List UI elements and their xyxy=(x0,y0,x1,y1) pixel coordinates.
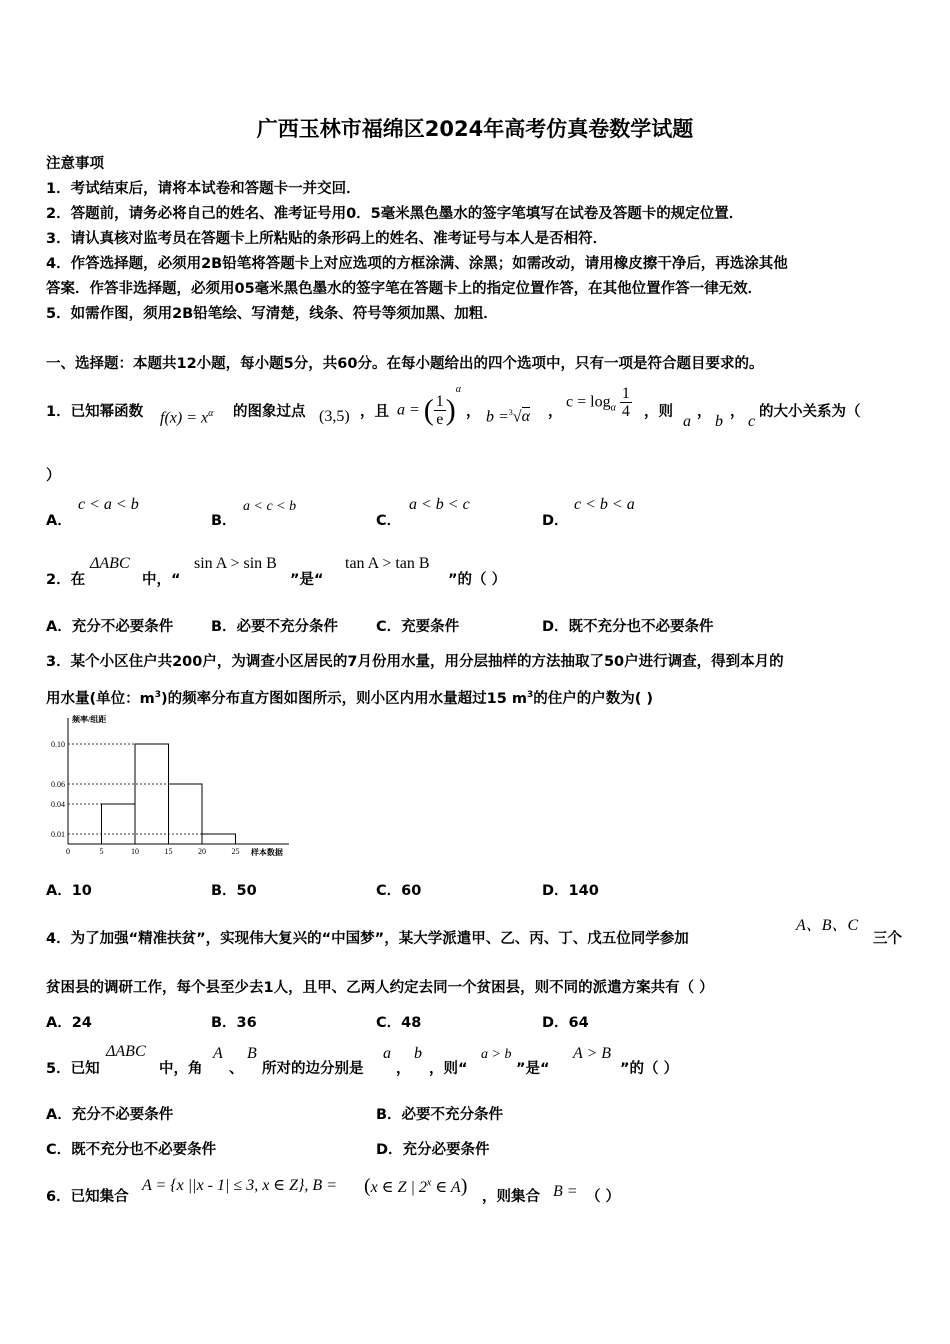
q1-text: ， xyxy=(548,404,563,420)
q1-text: 的大小关系为（ xyxy=(759,404,861,420)
page-title: 广西玉林市福绵区2024年高考仿真卷数学试题 xyxy=(256,117,694,141)
q1-option-b-math: a < c < b xyxy=(243,499,297,514)
q5-text: ”的（ ） xyxy=(620,1061,679,1077)
q5-option-b[interactable]: B．必要不充分条件 xyxy=(376,1107,504,1123)
q1-close-paren: ） xyxy=(46,468,61,484)
notice-item: 5．如需作图，须用2B铅笔绘、写清楚，线条、符号等须加黑、加粗． xyxy=(46,306,498,322)
q4-option-c[interactable]: C．48 xyxy=(376,1015,422,1031)
x-tick-label: 0 xyxy=(66,847,70,856)
q1-point: (3,5) xyxy=(319,408,350,425)
notice-item: 4．作答选择题，必须用2B铅笔将答题卡上对应选项的方框涂满、涂黑；如需改动，请用橡皮擦干净后，再选涂其他 xyxy=(46,256,788,272)
question-5-text: 5．已知 xyxy=(46,1061,100,1077)
q4-option-d[interactable]: D．64 xyxy=(542,1015,589,1031)
q5-option-c[interactable]: C．既不充分也不必要条件 xyxy=(46,1142,217,1158)
x-tick-label: 25 xyxy=(231,847,240,856)
q6-text: ，则集合 xyxy=(482,1189,540,1205)
q1-option-c[interactable]: C． xyxy=(376,513,402,529)
q5-option-a[interactable]: A．充分不必要条件 xyxy=(46,1107,174,1123)
q5-text: 、 xyxy=(229,1061,244,1077)
q1-option-a[interactable]: A． xyxy=(46,513,72,529)
section-heading: 一、选择题：本题共12小题，每小题5分，共60分。在每小题给出的四个选项中，只有一项是符合题目要求的。 xyxy=(46,356,764,372)
q5-triangle: ΔABC xyxy=(106,1043,146,1060)
q4-option-a[interactable]: A．24 xyxy=(46,1015,92,1031)
q1-comma: ， xyxy=(730,404,745,420)
q1-comma: ， xyxy=(697,404,712,420)
q1-option-d[interactable]: D． xyxy=(542,513,569,529)
q2-text: ”是“ xyxy=(290,572,324,588)
q5-text: ， xyxy=(396,1061,411,1077)
y-tick-label: 0.04 xyxy=(51,800,65,809)
q6-b-equals: B = xyxy=(553,1183,578,1200)
q5-side-condition: a > b xyxy=(481,1047,512,1062)
q1-option-d-math: c < b < a xyxy=(574,496,635,513)
q5-text: 所对的边分别是 xyxy=(262,1061,364,1077)
notice-item: 1．考试结束后，请将本试卷和答题卡一并交回． xyxy=(46,181,361,197)
q6-set-b: (x ∈ Z | 2$^x$ ∈ A) xyxy=(364,1175,468,1197)
frequency-histogram xyxy=(40,714,300,866)
y-tick-label: 0.01 xyxy=(51,830,65,839)
q2-option-a[interactable]: A．充分不必要条件 xyxy=(46,619,174,635)
q2-option-b[interactable]: B．必要不充分条件 xyxy=(211,619,339,635)
q1-text: 的图象过点 xyxy=(233,404,306,420)
question-3-text: 3．某个小区住户共200户，为调查小区居民的7月份用水量，用分层抽样的方法抽取了50户进行调查，得到本月的 xyxy=(46,654,784,670)
q2-triangle: ΔABC xyxy=(90,555,130,572)
q5-angle-condition: A > B xyxy=(573,1045,612,1062)
q1-text: ，且 xyxy=(360,404,389,420)
q6-text: （ ） xyxy=(586,1189,621,1205)
q4-text: 三个 xyxy=(873,931,902,947)
q2-sin-condition: sin A > sin B xyxy=(194,555,277,572)
notice-item: 3．请认真核对监考员在答题卡上所粘贴的条形码上的姓名、准考证号与本人是否相符． xyxy=(46,231,608,247)
x-tick-label: 10 xyxy=(131,847,139,856)
q2-option-d[interactable]: D．既不充分也不必要条件 xyxy=(542,619,714,635)
notice-item: 2．答题前，请务必将自己的姓名、准考证号用0．5毫米黑色墨水的签字笔填写在试卷及答题卡的规定位置． xyxy=(46,206,744,222)
q4-counties: A、B、C xyxy=(796,917,859,934)
q2-option-c[interactable]: C．充要条件 xyxy=(376,619,460,635)
q1-a-expression: a = ( $\frac{1}{e}$ )$^\alpha$ xyxy=(397,384,462,428)
q6-set-a: A = {x ||x - 1| ≤ 3, x ∈ Z}, B = xyxy=(142,1177,337,1194)
notice-item: 答案．作答非选择题，必须用05毫米黑色墨水的签字笔在答题卡上的指定位置作答，在其他位置作答一律无效． xyxy=(46,281,763,297)
q1-var-c: c xyxy=(748,413,756,430)
q5-text: 中，角 xyxy=(159,1061,203,1077)
q1-power-function: $f(x) = x^\alpha$ xyxy=(160,408,214,427)
x-tick-label: 5 xyxy=(99,847,104,856)
histogram-bar xyxy=(135,744,169,844)
q5-angle-b: B xyxy=(247,1045,257,1062)
y-tick-label: 0.10 xyxy=(51,740,65,749)
q5-text: ”是“ xyxy=(516,1061,550,1077)
question-4-text-2: 贫困县的调研工作，每个县至少去1人，且甲、乙两人约定去同一个贫困县，则不同的派遣方案共有（ ） xyxy=(46,980,714,996)
x-axis-label: 样本数据 xyxy=(250,848,283,857)
q1-option-b[interactable]: B． xyxy=(211,513,237,529)
y-tick-label: 0.06 xyxy=(51,780,65,789)
question-6-text: 6．已知集合 xyxy=(46,1189,129,1205)
q1-b-expression: b =$^3$√α xyxy=(486,408,530,426)
q3-option-b[interactable]: B．50 xyxy=(211,883,257,899)
question-2-text: 2．在 xyxy=(46,572,86,588)
q1-c-expression: $c = \log_\alpha$ $\frac{1}{4}$ xyxy=(566,385,630,420)
q1-var-a: a xyxy=(683,413,691,430)
q5-angle-a: A xyxy=(213,1045,223,1062)
question-1-text: 1．已知幂函数 xyxy=(46,404,144,420)
q2-text: ”的（ ） xyxy=(448,572,507,588)
question-3-text-2: 用水量(单位：$m^3$)的频率分布直方图如图所示，则小区内用水量超过15 $m^3$的住户的户数为( ) xyxy=(46,690,654,707)
x-tick-label: 15 xyxy=(164,847,173,856)
q3-option-c[interactable]: C．60 xyxy=(376,883,422,899)
question-4-text: 4．为了加强“精准扶贫”，实现伟大复兴的“中国梦”，某大学派遣甲、乙、丙、丁、戊五位同学参加 xyxy=(46,931,689,947)
q1-text: ，则 xyxy=(644,404,673,420)
q2-tan-condition: tan A > tan B xyxy=(345,555,430,572)
q5-side-b: b xyxy=(414,1045,422,1062)
q2-text: 中，“ xyxy=(142,572,181,588)
x-tick-label: 20 xyxy=(198,847,206,856)
q1-option-c-math: a < b < c xyxy=(409,496,470,513)
q1-option-a-math: c < a < b xyxy=(78,496,139,513)
q1-text: ， xyxy=(466,404,481,420)
q3-option-a[interactable]: A．10 xyxy=(46,883,92,899)
q5-side-a: a xyxy=(383,1045,391,1062)
histogram-bar xyxy=(169,784,203,844)
histogram-bar xyxy=(202,834,236,844)
notice-heading: 注意事项 xyxy=(46,156,104,172)
q3-option-d[interactable]: D．140 xyxy=(542,883,599,899)
y-axis-label: 频率/组距 xyxy=(72,715,107,724)
histogram-bar xyxy=(102,804,136,844)
q5-text: ，则“ xyxy=(429,1061,468,1077)
q4-option-b[interactable]: B．36 xyxy=(211,1015,257,1031)
q5-option-d[interactable]: D．充分必要条件 xyxy=(376,1142,490,1158)
q1-var-b: b xyxy=(715,413,723,430)
